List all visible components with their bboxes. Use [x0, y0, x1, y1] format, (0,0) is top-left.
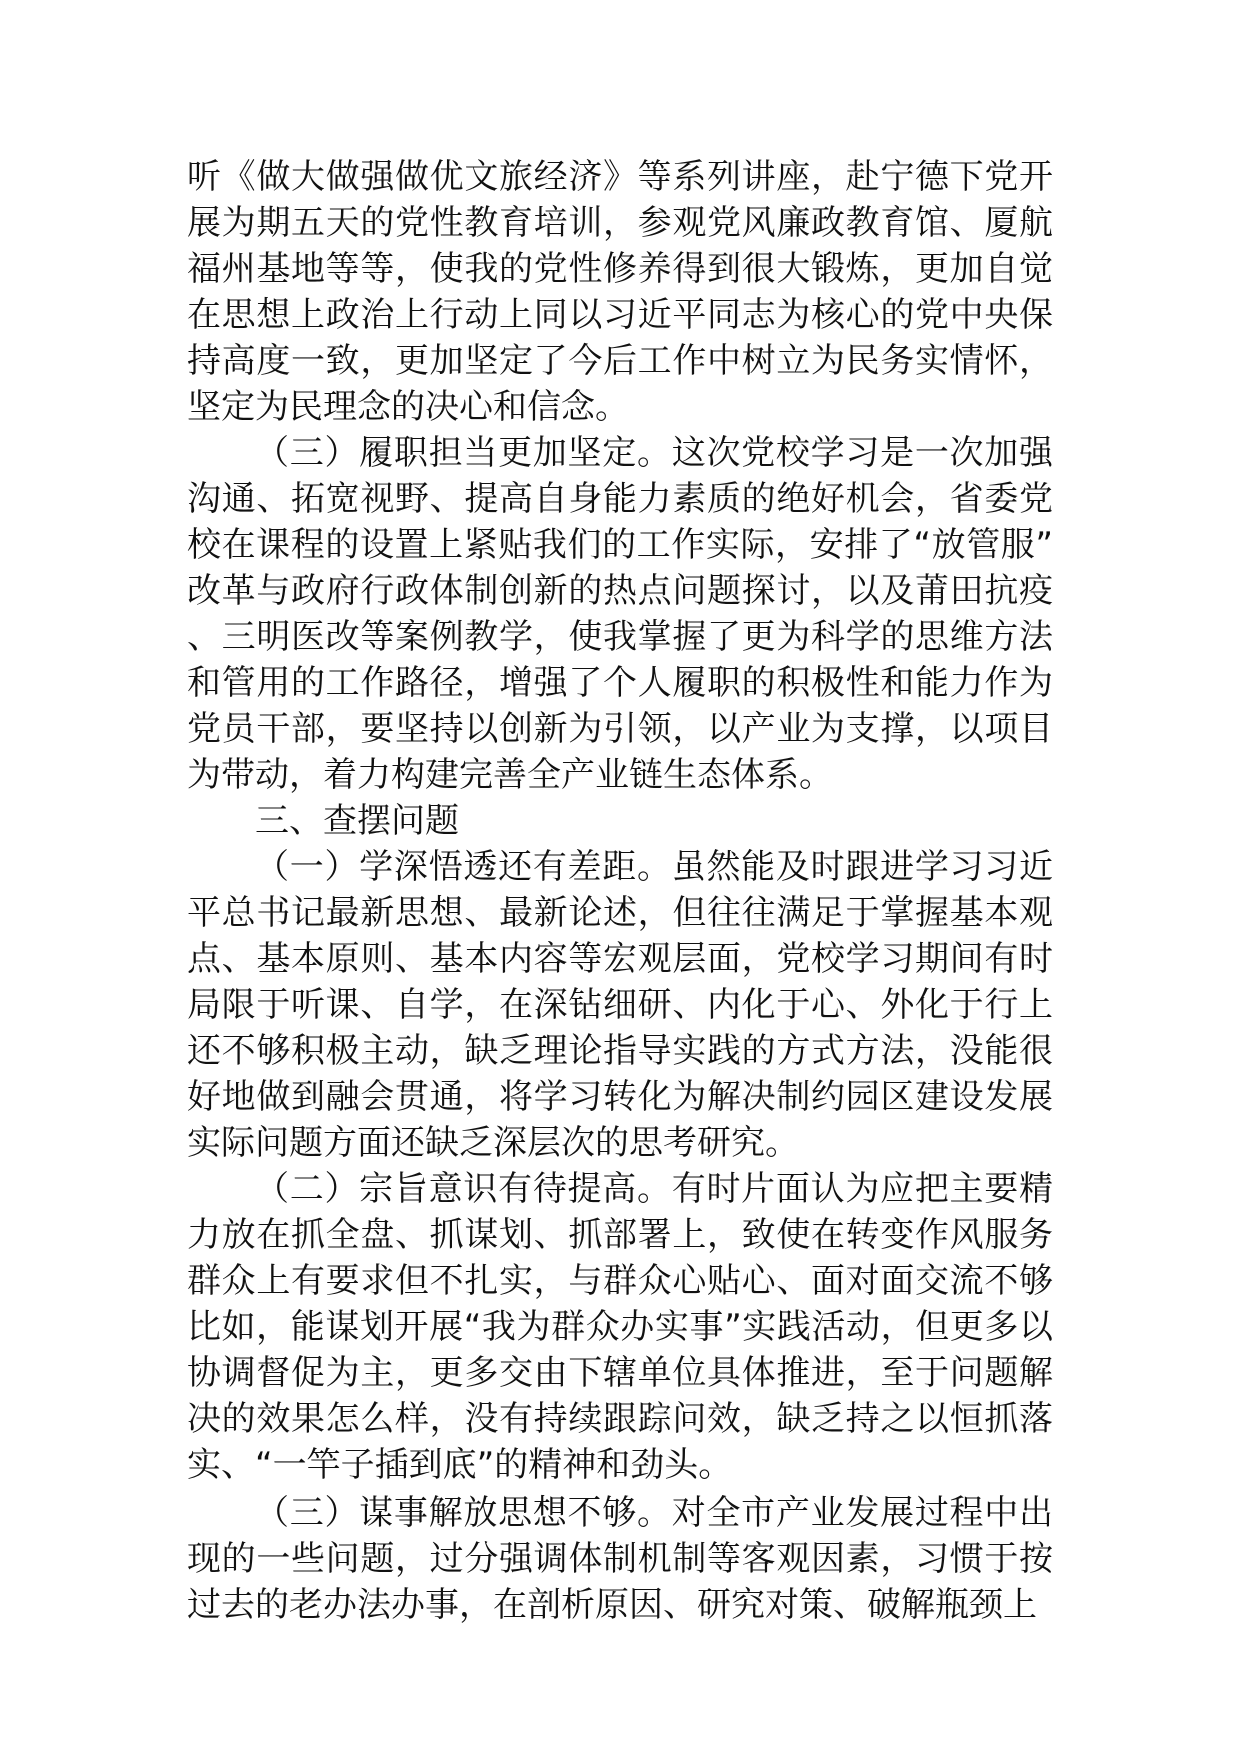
paragraph-problem-3: （三）谋事解放思想不够。对全市产业发展过程中出现的一些问题，过分强调体制机制等客观因素，习惯于按过去的老办法办事，在剖析原因、研究对策、破解瓶颈上: [187, 1493, 1053, 1625]
paragraph-problem-1: （一）学深悟透还有差距。虽然能及时跟进学习习近平总书记最新思想、最新论述，但往往满足于掌握基本观点、基本原则、基本内容等宏观层面，党校学习期间有时局限于听课、自学，在深钻细研、内化于心、外化于行上还不够积极主动，缺乏理论指导实践的方式方法，没能很好地做到融会贯通，将学习转化为解决制约园区建设发展实际问题方面还缺乏深层次的思考研究。: [187, 847, 1053, 1163]
paragraph-problem-2: （二）宗旨意识有待提高。有时片面认为应把主要精力放在抓全盘、抓谋划、抓部署上，致使在转变作风服务群众上有要求但不扎实，与群众心贴心、面对面交流不够比如，能谋划开展“我为群众办实事”实践活动，但更多以协调督促为主，更多交由下辖单位具体推进，至于问题解决的效果怎么样，没有持续跟踪问效，缺乏持之以恒抓落实、“一竿子插到底”的精神和劲头。: [187, 1169, 1053, 1485]
section-heading-problems: 三、查摆问题: [255, 801, 459, 841]
document-body: [187, 154, 1053, 1628]
paragraph-continuation: 听《做大做强做优文旅经济》等系列讲座，赴宁德下党开展为期五天的党性教育培训，参观党风廉政教育馆、厦航福州基地等等，使我的党性修养得到很大锻炼，更加自觉在思想上政治上行动上同以习近平同志为核心的党中央保持高度一致，更加坚定了今后工作中树立为民务实情怀，坚定为民理念的决心和信念。: [187, 157, 1053, 427]
paragraph-duty-commitment: （三）履职担当更加坚定。这次党校学习是一次加强沟通、拓宽视野、提高自身能力素质的绝好机会，省委党校在课程的设置上紧贴我们的工作实际，安排了“放管服”改革与政府行政体制创新的热点问题探讨，以及莆田抗疫、三明医改等案例教学，使我掌握了更为科学的思维方法和管用的工作路径，增强了个人履职的积极性和能力作为党员干部，要坚持以创新为引领，以产业为支撑，以项目为带动，着力构建完善全产业链生态体系。: [187, 433, 1053, 795]
